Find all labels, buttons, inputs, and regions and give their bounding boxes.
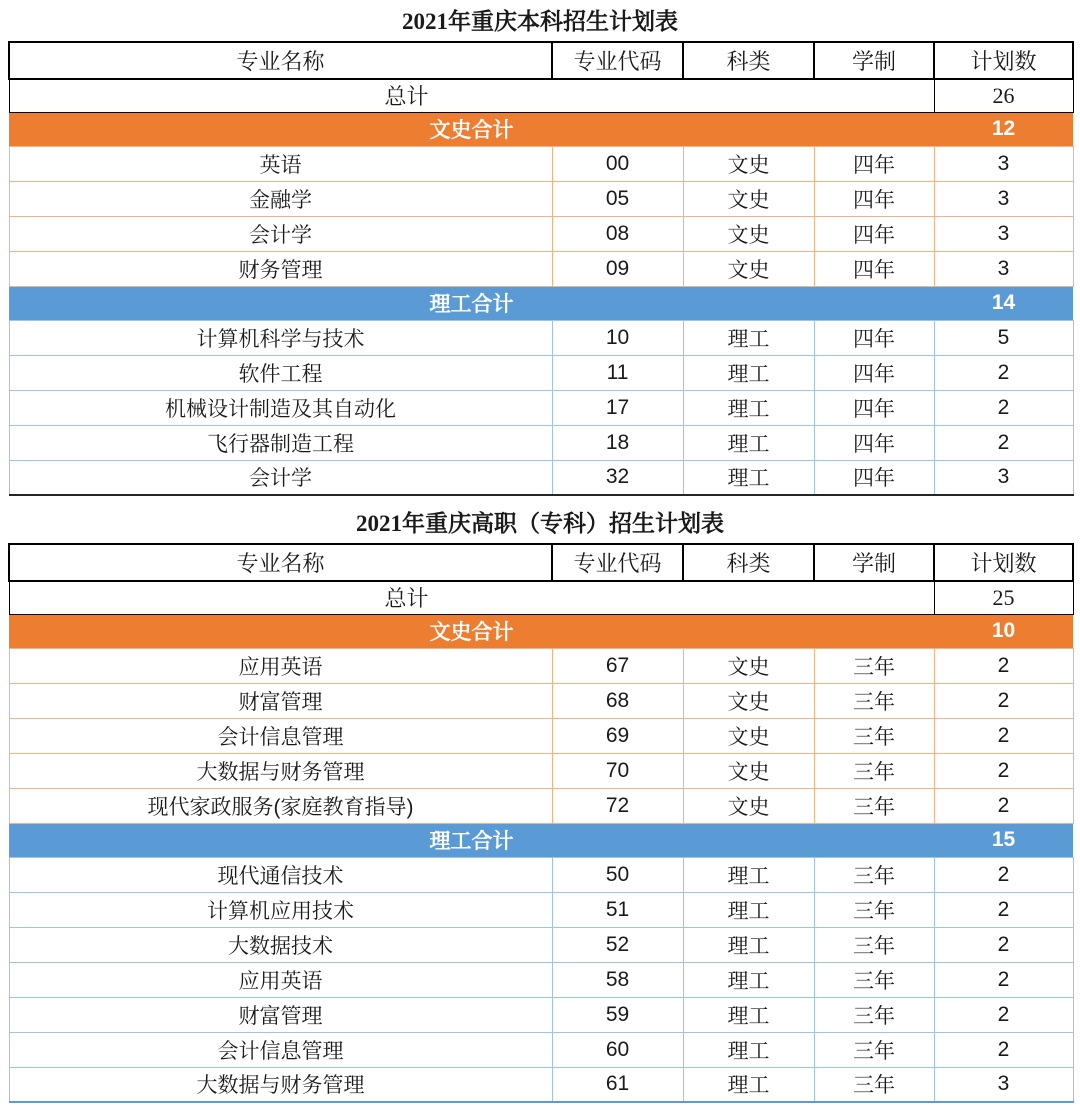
major-name-cell: 金融学 — [9, 181, 552, 216]
section-label: 文史合计 — [9, 112, 934, 146]
plan-count-cell: 5 — [934, 320, 1073, 355]
plan-count-cell: 2 — [934, 425, 1073, 460]
plan-count-cell: 3 — [934, 216, 1073, 251]
vocational-plan-table — [8, 543, 1074, 1103]
major-name-cell: 财富管理 — [9, 997, 552, 1032]
major-name-cell: 计算机科学与技术 — [9, 320, 552, 355]
plan-count-cell: 2 — [934, 997, 1073, 1032]
section-header-science — [9, 286, 1073, 320]
section-header-science — [9, 823, 1073, 857]
table-row — [9, 788, 1073, 823]
section-value: 15 — [934, 823, 1073, 857]
section-header-liberal-arts — [9, 112, 1073, 146]
section-label: 文史合计 — [9, 614, 934, 648]
major-code-cell: 10 — [552, 320, 683, 355]
major-code-cell: 50 — [552, 857, 683, 892]
table-row — [9, 857, 1073, 892]
total-row — [9, 79, 1073, 112]
major-name-cell: 软件工程 — [9, 355, 552, 390]
major-code-cell: 59 — [552, 997, 683, 1032]
major-name-cell: 英语 — [9, 146, 552, 181]
category-cell: 文史 — [683, 146, 814, 181]
table-row — [9, 718, 1073, 753]
major-name-cell: 财富管理 — [9, 683, 552, 718]
category-cell: 文史 — [683, 648, 814, 683]
table-row — [9, 997, 1073, 1032]
major-name-cell: 财务管理 — [9, 251, 552, 286]
duration-cell: 四年 — [814, 355, 934, 390]
undergraduate-plan-table — [8, 41, 1074, 496]
plan-count-cell: 2 — [934, 857, 1073, 892]
table-row — [9, 962, 1073, 997]
duration-cell: 四年 — [814, 251, 934, 286]
category-cell: 文史 — [683, 788, 814, 823]
col-header-category: 科类 — [683, 42, 814, 79]
major-name-cell: 会计学 — [9, 460, 552, 495]
section-rows-liberal-arts — [9, 146, 1073, 286]
duration-cell: 三年 — [814, 683, 934, 718]
major-code-cell: 05 — [552, 181, 683, 216]
table-row — [9, 460, 1073, 495]
table-row — [9, 892, 1073, 927]
duration-cell: 三年 — [814, 962, 934, 997]
col-header-plan-count: 计划数 — [934, 544, 1073, 581]
section-value: 12 — [934, 112, 1073, 146]
plan-count-cell: 2 — [934, 753, 1073, 788]
major-code-cell: 18 — [552, 425, 683, 460]
section-row — [9, 614, 1073, 648]
duration-cell: 三年 — [814, 718, 934, 753]
major-name-cell: 应用英语 — [9, 962, 552, 997]
total-value: 25 — [934, 581, 1073, 614]
col-header-duration: 学制 — [814, 544, 934, 581]
table-row — [9, 390, 1073, 425]
table-header — [9, 544, 1073, 581]
duration-cell: 三年 — [814, 1032, 934, 1067]
plan-count-cell: 2 — [934, 648, 1073, 683]
duration-cell: 三年 — [814, 788, 934, 823]
plan-count-cell: 2 — [934, 683, 1073, 718]
table-row — [9, 355, 1073, 390]
section-header-liberal-arts — [9, 614, 1073, 648]
section-row — [9, 286, 1073, 320]
table-row — [9, 1032, 1073, 1067]
table-row — [9, 425, 1073, 460]
major-name-cell: 机械设计制造及其自动化 — [9, 390, 552, 425]
major-name-cell: 大数据与财务管理 — [9, 1067, 552, 1102]
duration-cell: 三年 — [814, 648, 934, 683]
table-title-undergraduate: 2021年重庆本科招生计划表 — [402, 9, 678, 34]
section-row — [9, 823, 1073, 857]
major-name-cell: 飞行器制造工程 — [9, 425, 552, 460]
duration-cell: 三年 — [814, 892, 934, 927]
plan-count-cell: 2 — [934, 718, 1073, 753]
plan-count-cell: 2 — [934, 788, 1073, 823]
plan-count-cell: 3 — [934, 1067, 1073, 1102]
category-cell: 理工 — [683, 962, 814, 997]
plan-count-cell: 3 — [934, 460, 1073, 495]
category-cell: 文史 — [683, 683, 814, 718]
table-row — [9, 648, 1073, 683]
table-row — [9, 320, 1073, 355]
col-header-major-code: 专业代码 — [552, 42, 683, 79]
major-name-cell: 现代家政服务(家庭教育指导) — [9, 788, 552, 823]
plan-count-cell: 3 — [934, 146, 1073, 181]
category-cell: 理工 — [683, 997, 814, 1032]
major-code-cell: 08 — [552, 216, 683, 251]
major-name-cell: 应用英语 — [9, 648, 552, 683]
major-code-cell: 70 — [552, 753, 683, 788]
section-label: 理工合计 — [9, 286, 934, 320]
duration-cell: 四年 — [814, 425, 934, 460]
category-cell: 理工 — [683, 1067, 814, 1102]
category-cell: 理工 — [683, 390, 814, 425]
col-header-plan-count: 计划数 — [934, 42, 1073, 79]
col-header-duration: 学制 — [814, 42, 934, 79]
duration-cell: 四年 — [814, 390, 934, 425]
duration-cell: 三年 — [814, 857, 934, 892]
category-cell: 理工 — [683, 355, 814, 390]
table-row — [9, 216, 1073, 251]
major-code-cell: 00 — [552, 146, 683, 181]
major-name-cell: 会计信息管理 — [9, 718, 552, 753]
category-cell: 文史 — [683, 251, 814, 286]
major-name-cell: 计算机应用技术 — [9, 892, 552, 927]
header-row — [9, 544, 1073, 581]
category-cell: 理工 — [683, 320, 814, 355]
duration-cell: 三年 — [814, 1067, 934, 1102]
duration-cell: 三年 — [814, 927, 934, 962]
section-rows-science — [9, 320, 1073, 495]
category-cell: 文史 — [683, 181, 814, 216]
table-row — [9, 927, 1073, 962]
col-header-major-name: 专业名称 — [9, 544, 552, 581]
total-row — [9, 581, 1073, 614]
major-code-cell: 17 — [552, 390, 683, 425]
duration-cell: 四年 — [814, 181, 934, 216]
major-code-cell: 09 — [552, 251, 683, 286]
table-row — [9, 753, 1073, 788]
table-row — [9, 251, 1073, 286]
duration-cell: 四年 — [814, 320, 934, 355]
duration-cell: 四年 — [814, 216, 934, 251]
table-row — [9, 1067, 1073, 1102]
plan-count-cell: 2 — [934, 927, 1073, 962]
duration-cell: 三年 — [814, 753, 934, 788]
duration-cell: 四年 — [814, 460, 934, 495]
col-header-major-code: 专业代码 — [552, 544, 683, 581]
major-name-cell: 会计学 — [9, 216, 552, 251]
table-row — [9, 146, 1073, 181]
section-row — [9, 112, 1073, 146]
header-row — [9, 42, 1073, 79]
table-row — [9, 683, 1073, 718]
category-cell: 理工 — [683, 460, 814, 495]
major-code-cell: 11 — [552, 355, 683, 390]
major-code-cell: 68 — [552, 683, 683, 718]
section-value: 10 — [934, 614, 1073, 648]
major-code-cell: 58 — [552, 962, 683, 997]
major-name-cell: 大数据技术 — [9, 927, 552, 962]
plan-count-cell: 2 — [934, 390, 1073, 425]
category-cell: 理工 — [683, 1032, 814, 1067]
major-code-cell: 67 — [552, 648, 683, 683]
plan-count-cell: 2 — [934, 962, 1073, 997]
table-title-vocational: 2021年重庆高职（专科）招生计划表 — [356, 511, 724, 536]
plan-count-cell: 2 — [934, 892, 1073, 927]
table-header — [9, 42, 1073, 79]
category-cell: 理工 — [683, 857, 814, 892]
section-label: 理工合计 — [9, 823, 934, 857]
category-cell: 文史 — [683, 753, 814, 788]
duration-cell: 三年 — [814, 997, 934, 1032]
plan-count-cell: 2 — [934, 1032, 1073, 1067]
section-rows-science — [9, 857, 1073, 1102]
major-name-cell: 现代通信技术 — [9, 857, 552, 892]
duration-cell: 四年 — [814, 146, 934, 181]
table-row — [9, 79, 1073, 112]
major-name-cell: 大数据与财务管理 — [9, 753, 552, 788]
total-value: 26 — [934, 79, 1073, 112]
plan-count-cell: 3 — [934, 181, 1073, 216]
total-label: 总计 — [9, 79, 934, 112]
major-code-cell: 32 — [552, 460, 683, 495]
category-cell: 理工 — [683, 892, 814, 927]
section-value: 14 — [934, 286, 1073, 320]
major-code-cell: 69 — [552, 718, 683, 753]
category-cell: 文史 — [683, 216, 814, 251]
total-label: 总计 — [9, 581, 934, 614]
category-cell: 理工 — [683, 927, 814, 962]
col-header-major-name: 专业名称 — [9, 42, 552, 79]
plan-count-cell: 2 — [934, 355, 1073, 390]
major-code-cell: 72 — [552, 788, 683, 823]
category-cell: 理工 — [683, 425, 814, 460]
col-header-category: 科类 — [683, 544, 814, 581]
plan-count-cell: 3 — [934, 251, 1073, 286]
major-name-cell: 会计信息管理 — [9, 1032, 552, 1067]
table-row — [9, 581, 1073, 614]
major-code-cell: 52 — [552, 927, 683, 962]
major-code-cell: 60 — [552, 1032, 683, 1067]
category-cell: 文史 — [683, 718, 814, 753]
major-code-cell: 51 — [552, 892, 683, 927]
major-code-cell: 61 — [552, 1067, 683, 1102]
section-rows-liberal-arts — [9, 648, 1073, 823]
table-row — [9, 181, 1073, 216]
